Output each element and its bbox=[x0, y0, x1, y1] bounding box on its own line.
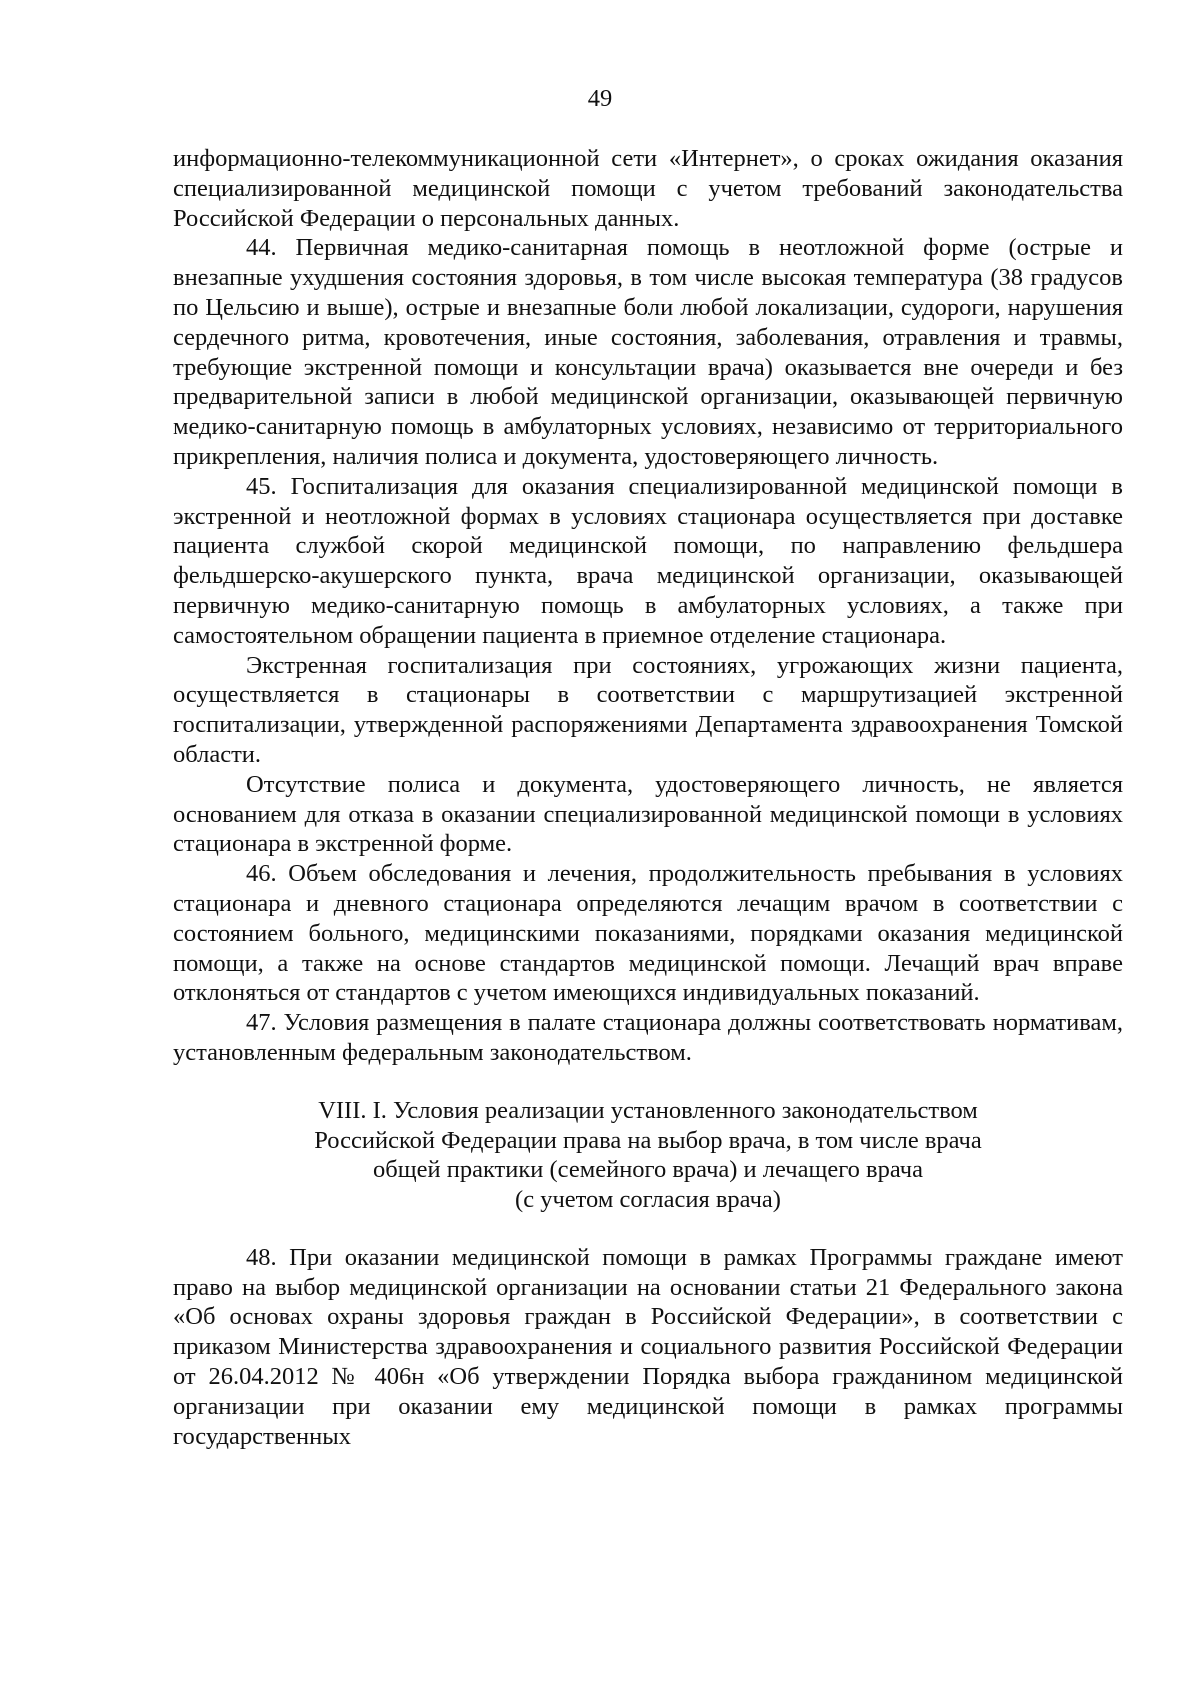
section-heading bbox=[173, 1096, 1123, 1215]
paragraph-47: 47. Условия размещения в палате стационара должны соответствовать нормативам, установленным федеральным законодательством. bbox=[173, 1009, 1123, 1066]
section-heading-line: общей практики (семейного врача) и лечащего врача bbox=[373, 1156, 923, 1184]
paragraph-continuation: информационно-телекоммуникационной сети «Интернет», о сроках ожидания оказания специализированной медицинской помощи с учетом требований законодательства Российской Федерации о персональных данных. bbox=[173, 145, 1123, 232]
paragraph-46: 46. Объем обследования и лечения, продолжительность пребывания в условиях стационара и дневного стационара определяются лечащим врачом в соответствии с состоянием больного, медицинскими показаниями, порядками оказания медицинской помощи, а также на основе стандартов медицинской помощи. Лечащий врач вправе отклоняться от стандартов с учетом имеющихся индивидуальных показаний. bbox=[173, 860, 1123, 1007]
paragraph-48: 48. При оказании медицинской помощи в рамках Программы граждане имеют право на выбор медицинской организации на основании статьи 21 Федерального закона «Об основах охраны здоровья граждан в Российской Федерации», в соответствии с приказом Министерства здравоохранения и социального развития Российской Федерации от 26.04.2012 № 406н «Об утверждении Порядка выбора гражданином медицинской организации при оказании ему медицинской помощи в рамках программы государственных bbox=[173, 1243, 1123, 1450]
page-number: 49 bbox=[587, 85, 613, 112]
section-heading-line: VIII. I. Условия реализации установленного законодательством bbox=[318, 1096, 978, 1124]
paragraph-missing-policy: Отсутствие полиса и документа, удостоверяющего личность, не является основанием для отказа в оказании специализированной медицинской помощи в условиях стационара в экстренной форме. bbox=[173, 770, 1123, 858]
document-body bbox=[173, 144, 1123, 1451]
section-heading-line: Российской Федерации права на выбор врача, в том числе врача bbox=[314, 1126, 982, 1154]
section-heading-line: (с учетом согласия врача) bbox=[515, 1186, 781, 1214]
paragraph-emergency-hospitalization: Экстренная госпитализация при состояниях, угрожающих жизни пациента, осуществляется в стационары в соответствии с маршрутизацией экстренной госпитализации, утвержденной распоряжениями Департамента здравоохранения Томской области. bbox=[173, 651, 1123, 768]
paragraph-45: 45. Госпитализация для оказания специализированной медицинской помощи в экстренной и неотложной формах в условиях стационара осуществляется при доставке пациента службой скорой медицинской помощи, по направлению фельдшера фельдшерско-акушерского пункта, врача медицинской организации, оказывающей первичную медико-санитарную помощь в амбулаторных условиях, а также при самостоятельном обращении пациента в приемное отделение стационара. bbox=[173, 472, 1123, 649]
paragraph-44: 44. Первичная медико-санитарная помощь в неотложной форме (острые и внезапные ухудшения состояния здоровья, в том числе высокая температура (38 градусов по Цельсию и выше), острые и внезапные боли любой локализации, судороги, нарушения сердечного ритма, кровотечения, иные состояния, заболевания, отравления и травмы, требующие экстренной помощи и консультации врача) оказывается вне очереди и без предварительной записи в любой медицинской организации, оказывающей первичную медико-санитарную помощь в амбулаторных условиях, независимо от территориального прикрепления, наличия полиса и документа, удостоверяющего личность. bbox=[173, 234, 1123, 470]
